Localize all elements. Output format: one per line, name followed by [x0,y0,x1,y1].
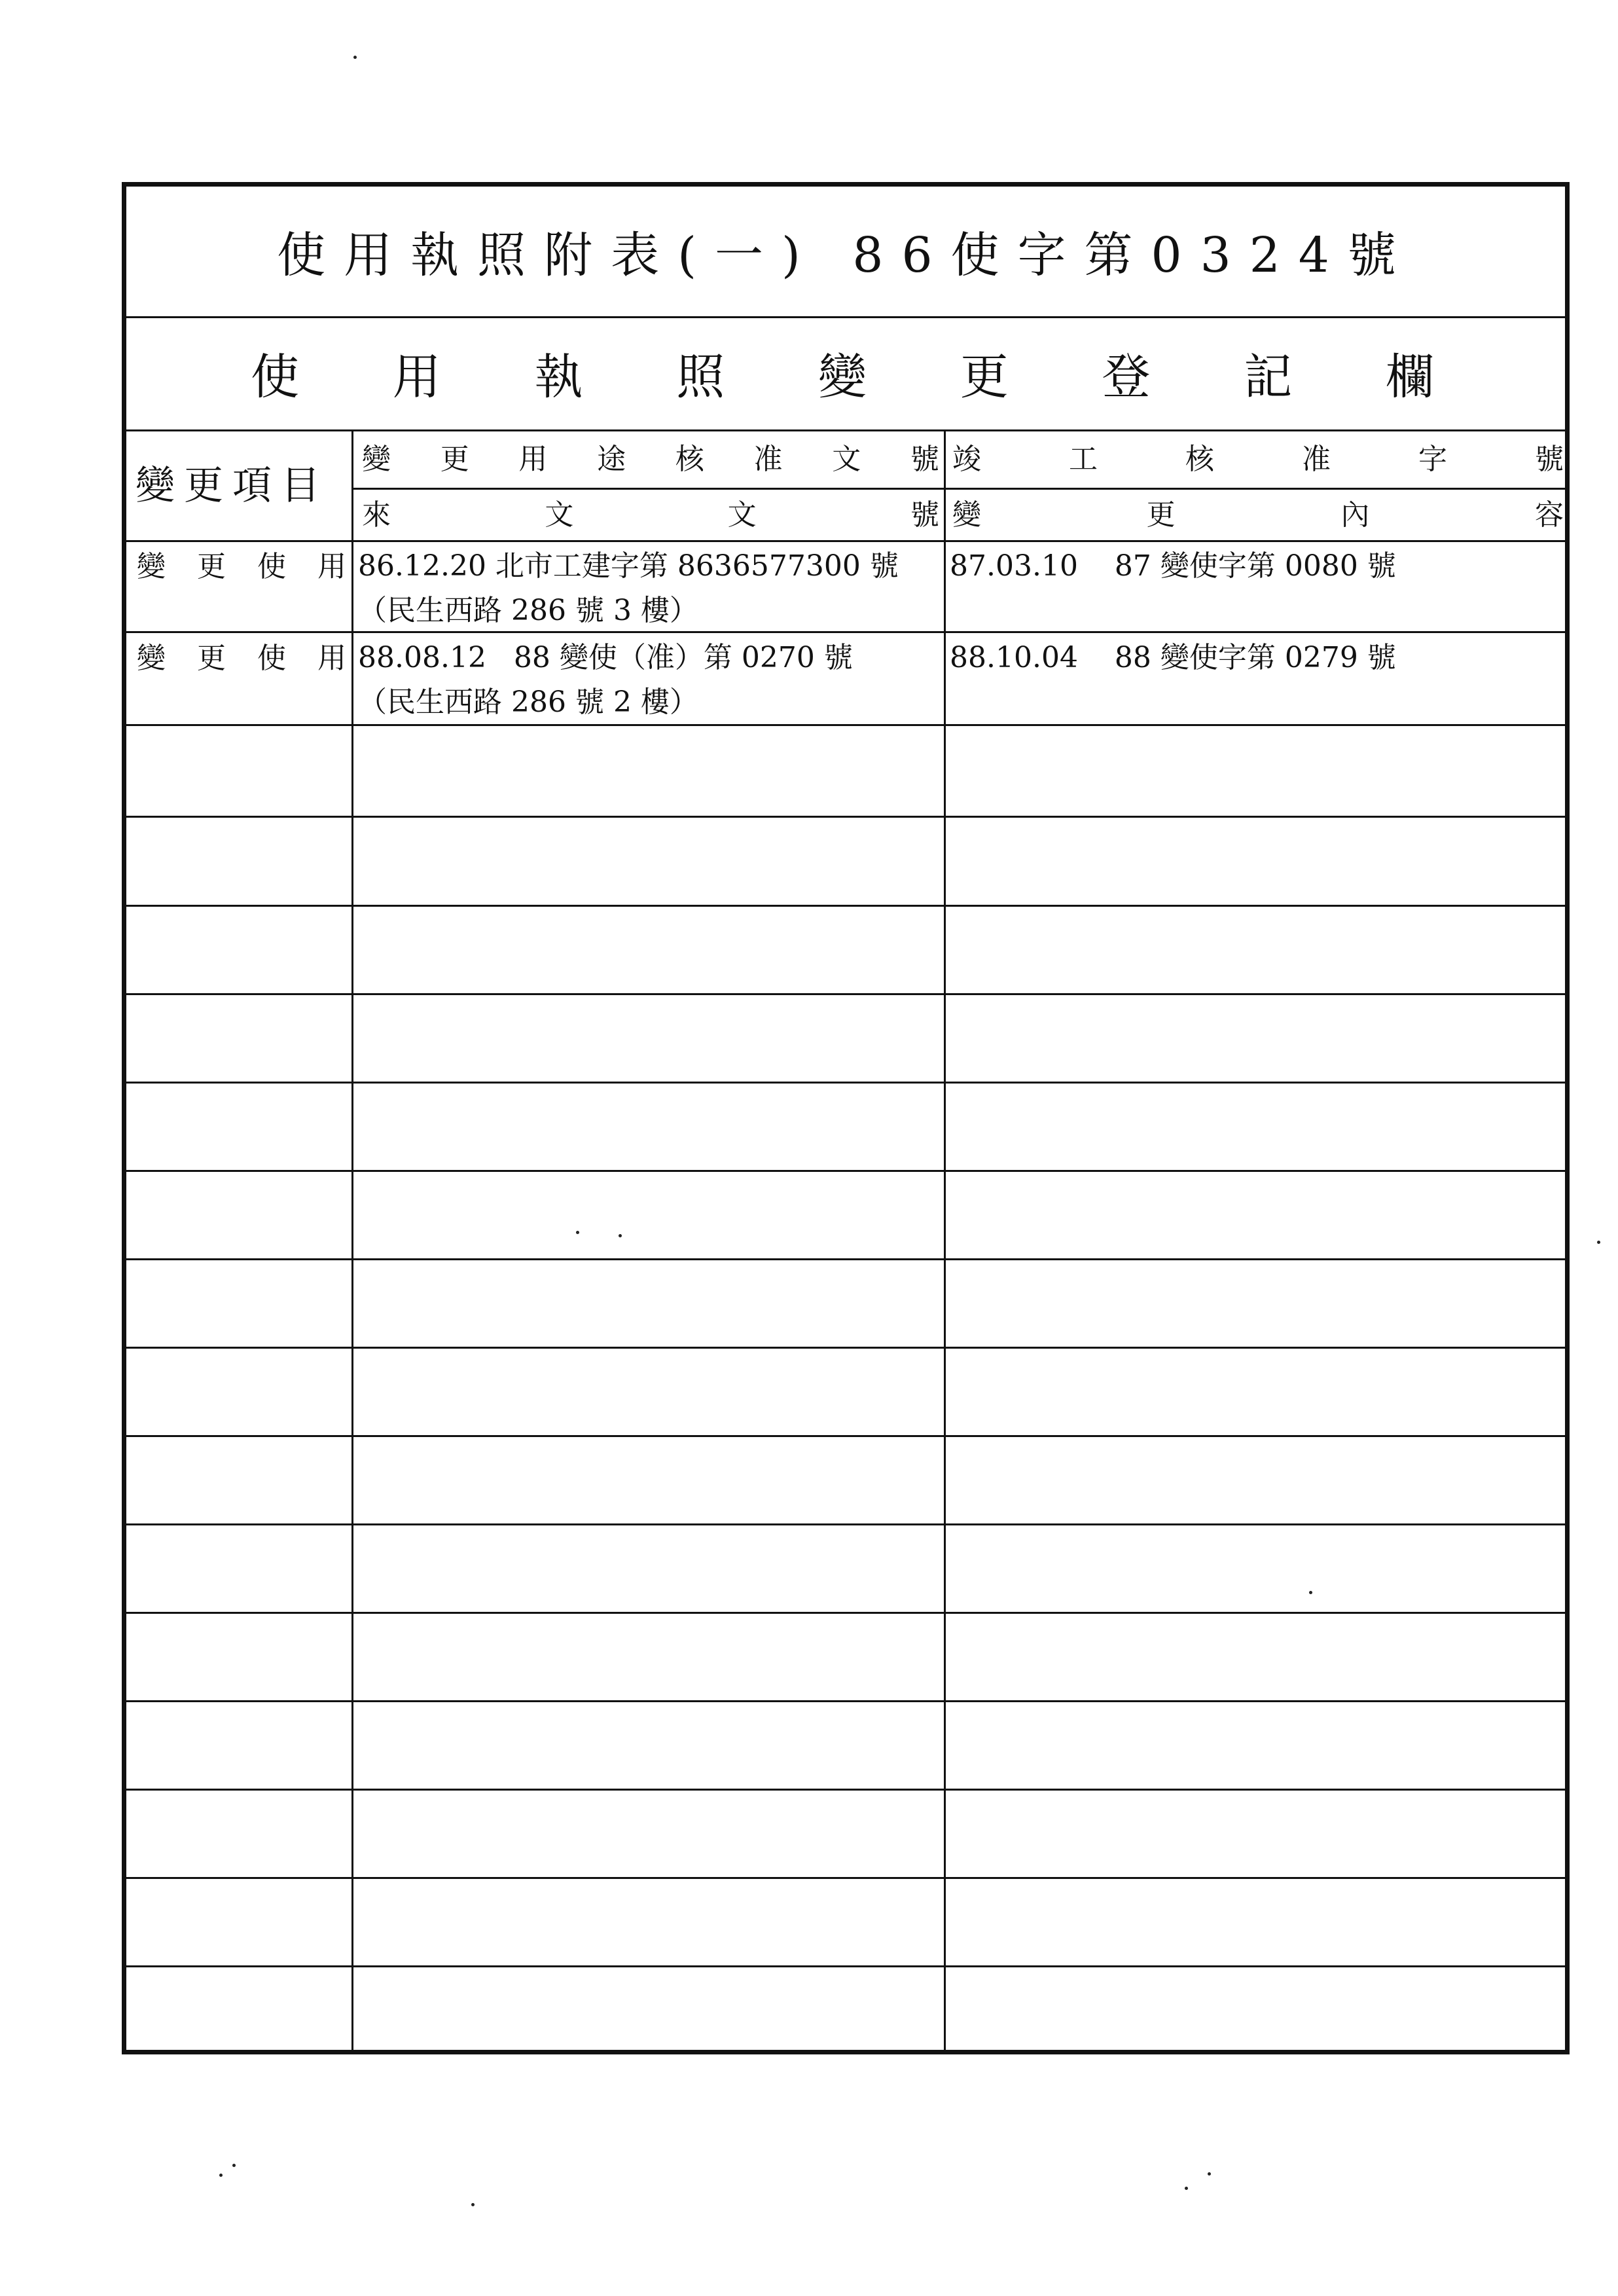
row-1-completion-line: 87.03.10 87 變使字第 0080 號 [950,549,1396,583]
header-char: 途 [597,443,626,476]
item-char: 使 [257,550,286,583]
row-divider [126,1612,1565,1614]
scan-speck [1597,1241,1600,1244]
header-char: 工 [1069,443,1098,476]
header-item-label: 變更項目 [135,463,329,509]
header-char: 變 [952,498,981,532]
header-char: 用 [518,443,548,476]
item-char: 使 [257,642,286,675]
header-completion-no [950,431,1566,488]
title-text: 使用執照附表(一) 86使字第0324號 [277,227,1414,283]
row-1-approval-line-2: （民生西路 286 號 3 樓） [358,594,698,627]
scan-speck [471,2203,475,2206]
header-char: 變 [362,443,391,476]
row-2-item [134,636,349,682]
scan-speck [219,2174,223,2177]
subtitle-char: 執 [534,348,583,405]
row-divider [126,631,1565,633]
header-char: 號 [1535,443,1564,476]
subtitle-char: 使 [251,348,299,405]
row-divider [126,1877,1565,1879]
row-divider [126,1789,1565,1791]
row-divider [126,1347,1565,1349]
header-char: 竣 [952,443,981,476]
item-char: 變 [137,550,166,583]
header-char: 更 [1146,498,1176,532]
scan-speck [232,2164,236,2167]
scan-speck [619,1234,622,1237]
row-2-approval-line-2: （民生西路 286 號 2 樓） [358,685,698,719]
scan-speck [576,1231,579,1234]
header-char: 文 [727,498,757,532]
subtitle-char: 登 [1102,348,1151,405]
item-char: 更 [197,642,226,675]
scan-speck [1309,1591,1312,1594]
row-divider [126,905,1565,907]
subtitle-char: 變 [818,348,867,405]
header-bottom-line [126,540,1565,542]
item-char: 更 [197,550,226,583]
subtitle-char: 用 [392,348,441,405]
scan-speck [1208,2172,1211,2176]
row-divider [126,724,1565,726]
header-change-content [950,490,1566,540]
row-divider [126,1082,1565,1084]
header-char: 文 [832,443,861,476]
item-char: 用 [317,550,346,583]
header-incoming-doc [359,490,942,540]
subtitle-char: 照 [676,348,725,405]
page-title [126,187,1565,318]
row-divider [126,816,1565,818]
header-char: 文 [545,498,574,532]
header-char: 來 [362,498,391,532]
header-item [133,431,349,540]
header-char: 准 [1302,443,1331,476]
scan-speck [353,56,357,59]
header-char: 號 [910,443,939,476]
row-2-completion-line: 88.10.04 88 變使字第 0279 號 [950,641,1396,674]
scan-speck [1185,2187,1188,2190]
item-char: 變 [137,642,166,675]
header-char: 容 [1534,498,1564,532]
row-divider [126,1170,1565,1172]
header-char: 核 [1185,443,1214,476]
row-divider [126,1523,1565,1525]
row-2-approval-line-1: 88.08.12 88 變使（准）第 0270 號 [358,641,853,674]
row-1-approval-line-1: 86.12.20 北市工建字第 8636577300 號 [358,549,899,583]
column-divider [944,431,946,2050]
header-char: 更 [440,443,469,476]
license-table-frame [122,182,1570,2054]
column-divider [351,431,353,2050]
header-char: 字 [1418,443,1447,476]
register-grid [126,431,1565,2050]
row-1-item [134,544,349,590]
subtitle-char: 欄 [1386,348,1434,405]
row-divider [126,1258,1565,1260]
row-divider [126,993,1565,995]
header-char: 內 [1340,498,1370,532]
item-char: 用 [317,642,346,675]
subtitle-char: 更 [960,348,1009,405]
header-char: 核 [675,443,704,476]
row-divider [126,1965,1565,1967]
row-divider [126,1700,1565,1702]
header-char: 號 [910,498,939,532]
section-heading [126,316,1565,431]
header-approval-no [359,431,942,488]
header-char: 准 [753,443,783,476]
subtitle-char: 記 [1244,348,1293,405]
row-divider [126,1435,1565,1437]
